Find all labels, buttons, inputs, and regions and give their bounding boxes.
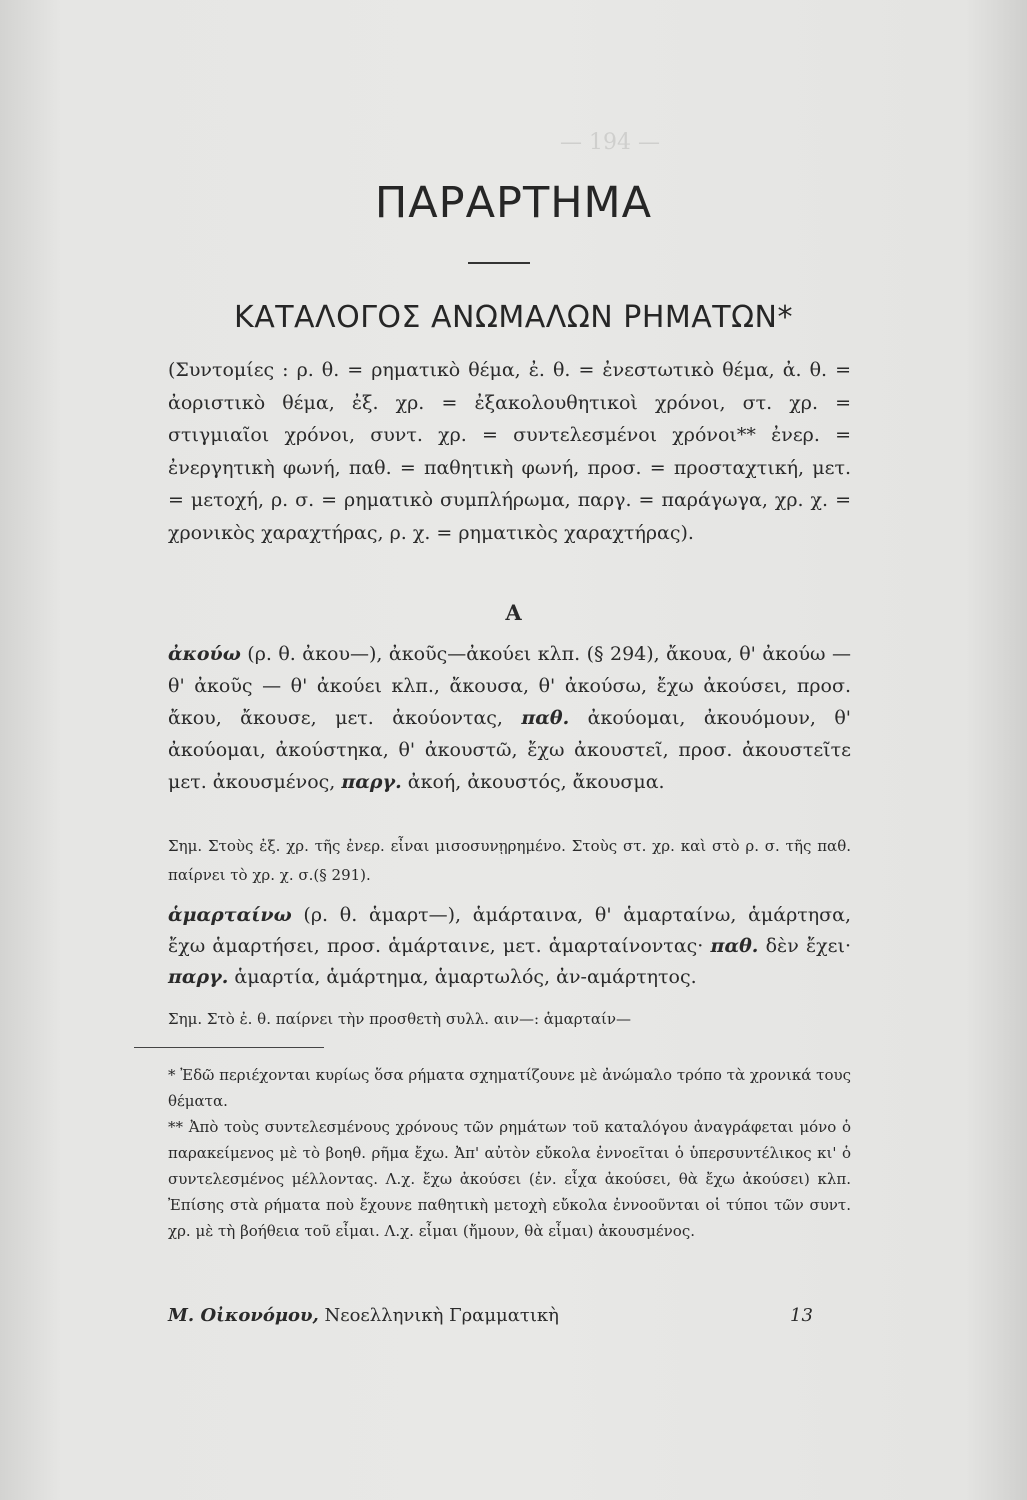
entry-note: Σημ. Στὸ ἐ. θ. παίρνει τὴν προσθετὴ συλλ. αιν—: ἁμαρταίν— [168, 1010, 632, 1028]
entry-body: ἁμαρτία, ἁμάρτημα, ἁμαρτωλός, ἀν-αμάρτητος. [234, 966, 697, 988]
title-divider [468, 262, 530, 264]
verb-entry-akouo [168, 638, 851, 798]
section-letter: Α [505, 600, 522, 625]
entry-body: ἀκούομαι, ἀκουόμουν, θ' ἀκούομαι, ἀκούστηκα, θ' ἀκουστῶ, ἔχω ἀκουστεῖ, προσ. ἀκουστεῖτε μετ. ἀκουσμένος, [168, 707, 851, 793]
catalog-title: ΚΑΤΑΛΟΓΟΣ ΑΝΩΜΑΛΩΝ ΡΗΜΑΤΩΝ* [234, 300, 793, 335]
entry-passive-label: παθ. [710, 935, 759, 957]
entry-body: ἀκοή, ἀκουστός, ἄκουσμα. [407, 771, 665, 793]
entry-derivatives-label: παργ. [168, 966, 229, 988]
verb-entry-amartaino [168, 900, 851, 993]
footer-author: Μ. Οἰκονόμου, [168, 1305, 319, 1326]
entry-body: δὲν ἔχει· [765, 935, 851, 957]
entry-derivatives-label: παργ. [341, 771, 402, 793]
entry-note: Σημ. Στοὺς ἐξ. χρ. τῆς ἐνερ. εἶναι μισοσυνῃρημένο. Στοὺς στ. χρ. καὶ στὸ ρ. σ. τῆς παθ. παίρνει τὸ χρ. χ. σ.(§ 291). [168, 837, 851, 884]
bleed-through-page-number: — 194 — [560, 130, 660, 155]
page-number: 13 [790, 1305, 813, 1326]
appendix-title: ΠΑΡΑΡΤΗΜΑ [374, 178, 653, 228]
entry-body: (ρ. θ. ἀκου—), ἀκοῦς—ἀκούει κλπ. (§ 294), ἄκουα, θ' ἀκούω — θ' ἀκοῦς — θ' ἀκούει κλπ., ἄκουσα, θ' ἀκούσω, ἔχω ἀκούσει, προσ. ἄκου, ἄκουσε, μετ. ἀκούοντας, [168, 643, 851, 729]
entry-headword: ἁμαρταίνω [168, 904, 292, 926]
footer-citation [168, 1305, 559, 1326]
entry-passive-label: παθ. [521, 707, 570, 729]
entry-body: (ρ. θ. ἁμαρτ—), ἁμάρταινα, θ' ἁμαρταίνω, ἁμάρτησα, ἔχω ἁμαρτήσει, προσ. ἁμάρταινε, μετ. ἁμαρταίνοντας· [168, 904, 851, 957]
footer-book-title: Νεοελληνικὴ Γραμματικὴ [324, 1305, 559, 1326]
footnote-divider [134, 1047, 324, 1048]
entry-headword: ἀκούω [168, 643, 241, 665]
footnote-2: ** Ἀπὸ τοὺς συντελεσμένους χρόνους τῶν ρημάτων τοῦ καταλόγου ἀναγράφεται μόνο ὁ παρακείμενος μὲ τὸ βοηθ. ρῆμα ἔχω. Ἀπ' αὐτὸν εὔκολα ἐννοεῖται ὁ ὑπερσυντέλικος κι' ὁ συντελεσμένος μέλλοντας. Λ.χ. ἔχω ἀκούσει (ἐν. εἶχα ἀκούσει, θὰ ἔχω ἀκούσει) κλπ. Ἐπίσης στὰ ρήματα ποὺ ἔχουνε παθητικὴ μετοχὴ εὔκολα ἐννοοῦνται οἱ τύποι τῶν συντ. χρ. μὲ τὴ βοήθεια τοῦ εἶμαι. Λ.χ. εἶμαι (ἤμουν, θὰ εἶμαι) ἀκουσμένος. [168, 1118, 851, 1240]
footnote-1: * Ἐδῶ περιέχονται κυρίως ὅσα ρήματα σχηματίζουνε μὲ ἀνώμαλο τρόπο τὰ χρονικά τους θέματα. [168, 1066, 851, 1110]
abbreviations-paragraph: (Συντομίες : ρ. θ. = ρηματικὸ θέμα, ἐ. θ. = ἐνεστωτικὸ θέμα, ἀ. θ. = ἀοριστικὸ θέμα, ἐξ. χρ. = ἐξακολουθητικοὶ χρόνοι, στ. χρ. = στιγμιαῖοι χρόνοι, συντ. χρ. = συντελεσμένοι χρόνοι** ἐνερ. = ἐνεργητικὴ φωνή, παθ. = παθητικὴ φωνή, προσ. = προσταχτική, μετ. = μετοχή, ρ. σ. = ρηματικὸ συμπλήρωμα, παργ. = παράγωγα, χρ. χ. = χρονικὸς χαραχτήρας, ρ. χ. = ρηματικὸς χαραχτήρας). [168, 359, 851, 544]
